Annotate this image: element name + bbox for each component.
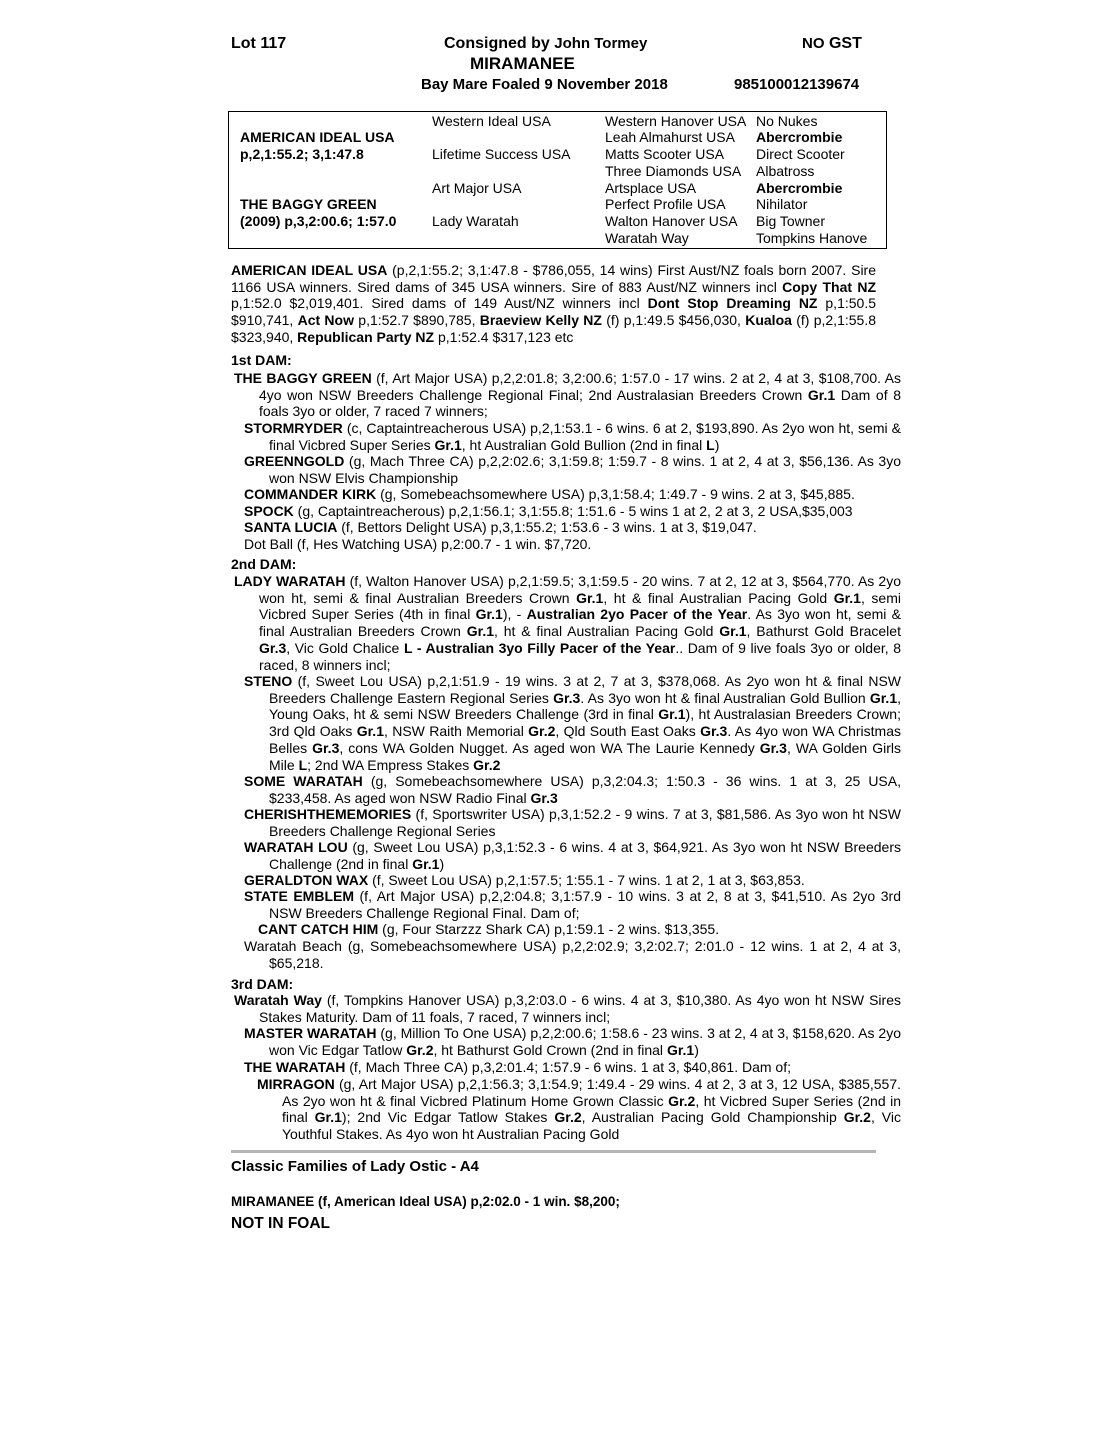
progeny-bold: Gr.3 [530,789,558,806]
progeny-entry [244,806,901,839]
sire-bold: Braeview Kelly NZ [479,312,602,329]
pedigree-dam: THE BAGGY GREEN [240,196,377,212]
dam-text: , ht & final Australian Pacing Gold [603,589,834,606]
progeny-text: (g, Art Major USA) p,2,1:56.3; 3,1:54.9; 1:49.4 - 29 wins. 4 at 2, 3 at 3, 12 USA, $385,557. As 2yo won ht & final Vicbred Platinum Home Grown Classic [282,1076,901,1109]
dam-bold: Gr.1 [466,623,494,640]
pedigree-g4-5: Abercrombie [756,180,843,196]
progeny-text: (f, Sweet Lou USA) p,2,1:57.5; 1:55.1 - 7 wins. 1 at 2, 1 at 3, $63,853. [368,872,805,888]
sire-bold: Kualoa [745,312,792,329]
pedigree-g3-6: Perfect Profile USA [605,196,726,212]
progeny-text: (f, Sweet Lou USA) p,2,1:51.9 - 19 wins. 3 at 2, 7 at 3, $378,068. As 2yo won ht & final NSW Breeders Challenge Eastern Regional Series [269,673,901,706]
sire-bold: Republican Party NZ [297,328,435,345]
progeny-text: ) [439,855,445,872]
progeny-text: (g, Somebeachsomewhere USA) p,3,1:58.4; 1:49.7 - 9 wins. 2 at 3, $45,885. [376,486,855,502]
classic-families: Classic Families of Lady Ostic - A4 [231,1158,479,1175]
dam-text: Dam of 8 foals 3yo or older, 7 raced 7 winners; [259,386,901,420]
progeny-text: (f, Mach Three CA) p,3,2:01.4; 1:57.9 - 6 wins. 1 at 3, $40,861. Dam of; [345,1059,792,1075]
progeny-text: (g, Mach Three CA) p,2,2:02.6; 3,1:59.8; 1:59.7 - 8 wins. 1 at 2, 4 at 3, $56,136. As 3yo won NSW Elvis Championship [269,453,901,486]
progeny-name: SPOCK [244,503,294,519]
progeny-bold: Gr.2 [473,756,501,773]
sire-paragraph [231,262,876,346]
dam-text: , ht & final Australian Pacing Gold [494,623,720,640]
pedigree-g3-5: Artsplace USA [605,180,697,196]
foal-status: NOT IN FOAL [231,1215,331,1232]
consigned-by [444,35,647,53]
horse-name: MIRAMANEE [470,54,575,73]
progeny-bold: Gr.2 [843,1109,871,1126]
progeny-text: (g, Million To One USA) p,2,2:00.6; 1:58.6 - 23 wins. 3 at 2, 4 at 3, $158,620. As 2yo won Vic Edgar Tatlow [269,1025,901,1058]
sire-bold: Act Now [297,312,354,329]
progeny-entry [244,1025,901,1058]
sire-text: p,1:52.4 $317,123 etc [434,328,574,345]
progeny-bold: Gr.2 [406,1041,434,1058]
progeny-text: (c, Captaintreacherous USA) p,2,1:53.1 - 6 wins. 6 at 2, $193,890. As 2yo won ht, semi & final Vicbred Super Series [269,420,901,453]
progeny-text: , Vic Youthful Stakes. As 4yo won ht Australian Pacing Gold [282,1109,902,1143]
pedigree-g4-8: Tompkins Hanove [756,230,868,246]
progeny-entry [258,921,901,938]
pedigree-g3-8: Waratah Way [605,230,689,246]
progeny-entry [244,872,901,889]
progeny-entry [244,536,901,553]
progeny-bold: Gr.3 [700,723,728,740]
pedigree-sire-record: p,2,1:55.2; 3,1:47.8 [240,146,364,162]
progeny-bold: Gr.1 [869,689,898,706]
dam-name: Waratah Way [234,992,322,1008]
microchip-number: 985100012139674 [734,76,860,93]
first-dam-heading: 1st DAM: [231,352,292,368]
dam-bold: Gr.1 [576,589,604,606]
pedigree-g4-1: No Nukes [756,113,818,129]
dam-bold: Gr.3 [259,639,287,656]
progeny-bold: Gr.2 [668,1092,696,1109]
pedigree-g3-1: Western Hanover USA [605,113,747,129]
progeny-text: ); 2nd Vic Edgar Tatlow Stakes [341,1109,555,1126]
progeny-text: . As 3yo won ht & final Australian Gold Bullion [580,689,870,706]
progeny-entry [244,773,901,806]
sire-text: p,1:50.5 $910,741, [231,295,876,329]
progeny-name: WARATAH LOU [244,839,348,855]
lot-number: Lot 117 [231,35,287,52]
sire-text: (p,2,1:55.2; 3,1:47.8 - $786,055, 14 wins) First Aust/NZ foals born 2007. Sire 1166 USA winners. Sired dams of 345 USA winners. Sire of 883 Aust/NZ winners incl [231,262,876,295]
pedigree-g4-3: Direct Scooter [756,146,845,162]
dam-text: , Vic Gold Chalice [286,639,404,656]
pedigree-g4-2: Abercrombie [756,129,843,145]
progeny-text: (g, Sweet Lou USA) p,3,1:52.3 - 6 wins. 4 at 3, $64,921. As 3yo won ht NSW Breeders Challenge (2nd in final [269,839,901,872]
progeny-entry [244,938,901,971]
progeny-entry [244,420,901,453]
progeny-entry [244,888,901,921]
dam-bold: Australian 2yo Pacer of the Year [526,606,748,623]
progeny-bold: Gr.2 [528,723,556,740]
progeny-text: , ht Bathurst Gold Crown (2nd in final [433,1041,667,1058]
sire-bold: Copy That NZ [782,278,876,295]
progeny-text: , Australian Pacing Gold Championship [581,1109,844,1126]
dam-bold: Gr.1 [807,386,836,403]
progeny-entry [244,673,901,773]
progeny-name: CHERISHTHEMEMORIES [244,806,412,822]
dam-bold: Gr.1 [475,606,503,623]
progeny-bold: Gr.1 [666,1041,695,1058]
progeny-name: GREENNGOLD [244,453,345,469]
progeny-bold: Gr.3 [759,739,787,756]
progeny-entry [244,486,901,503]
dam-text: (f, Walton Hanover USA) p,2,1:59.5; 3,1:59.5 - 20 wins. 7 at 2, 12 at 3, $564,770. As 2yo won ht, semi & final Australian Breeders Crown [259,573,901,606]
progeny-text: , Young Oaks, ht & semi NSW Breeders Challenge (3rd in final [269,689,901,723]
progeny-text: ), ht Australasian Breeders Crown; 3rd Qld Oaks [269,706,901,740]
dam-text: .. Dam of 9 live foals 3yo or older, 8 raced, 8 winners incl; [259,639,902,673]
pedigree-dam-record: (2009) p,3,2:00.6; 1:57.0 [240,213,397,229]
progeny-entry [244,1059,901,1076]
consignor-name: John Tormey [554,35,648,52]
progeny-text: , ht Vicbred Super Series (2nd in final [282,1092,901,1126]
third-dam-heading: 3rd DAM: [231,976,294,992]
progeny-entry [244,839,901,872]
progeny-entry [244,503,901,520]
pedigree-g4-4: Albatross [756,163,815,179]
progeny-entry [257,1076,901,1143]
dam-bold: Gr.1 [833,589,861,606]
second-dam-entry [234,573,901,673]
progeny-text: , WA Golden Girls Mile [269,739,901,773]
sire-text: (f) p,1:49.5 $456,030, [601,312,746,329]
progeny-text: Dot Ball (f, Hes Watching USA) p,2:00.7 - 1 win. $7,720. [244,536,592,552]
sire-bold: Dont Stop Dreaming NZ [647,295,818,312]
pedigree-sire-sire: Western Ideal USA [432,113,551,129]
sire-text: p,1:52.0 $2,019,401. Sired dams of 149 Aust/NZ winners incl [231,295,648,312]
progeny-bold: Gr.1 [412,855,440,872]
progeny-bold: Gr.1 [434,436,462,453]
progeny-bold: Gr.3 [553,689,581,706]
progeny-text: , NSW Raith Memorial [383,723,529,740]
progeny-entry [244,519,901,536]
progeny-entry [244,453,901,486]
dam-text: (f, Tompkins Hanover USA) p,3,2:03.0 - 6 wins. 4 at 3, $10,380. As 4yo won ht NSW Sires Stakes Maturity. Dam of 11 foals, 7 raced, 7 winners incl; [259,992,901,1025]
consigned-label: Consigned by [444,35,550,52]
dam-bold: Gr.1 [719,623,747,640]
progeny-text: , Qld South East Oaks [555,723,701,740]
progeny-text: , ht Australian Gold Bullion (2nd in final [461,436,707,453]
progeny-text: (g, Captaintreacherous) p,2,1:56.1; 3,1:55.8; 1:51.6 - 5 wins 1 at 2, 2 at 3, 2 USA,$35,003 [293,503,853,519]
progeny-text: ) [694,1041,699,1058]
pedigree-sire-dam: Lifetime Success USA [432,146,571,162]
progeny-bold: Gr.1 [356,723,384,740]
progeny-text: (f, Bettors Delight USA) p,3,1:55.2; 1:53.6 - 3 wins. 1 at 3, $19,047. [337,519,757,535]
progeny-name: CANT CATCH HIM [258,921,379,937]
progeny-bold: L [298,756,308,773]
progeny-text: , cons WA Golden Nugget. As aged won WA The Laurie Kennedy [339,739,760,756]
progeny-bold: Gr.1 [314,1109,342,1126]
gst-no: NO [802,35,825,52]
progeny-text: (g, Somebeachsomewhere USA) p,3,2:04.3; 1:50.3 - 36 wins. 1 at 3, 25 USA, $233,458. As aged won NSW Radio Final [269,773,901,806]
pedigree-g3-2: Leah Almahurst USA [605,129,735,145]
progeny-bold: Gr.2 [554,1109,582,1126]
section-divider [231,1150,876,1153]
pedigree-dam-sire: Art Major USA [432,180,522,196]
sire-name: AMERICAN IDEAL USA [231,262,388,278]
progeny-name: THE WARATAH [244,1059,346,1075]
gst-label: GST [828,35,862,52]
progeny-text: . As 4yo won WA Christmas Belles [269,723,901,756]
pedigree-dam-dam: Lady Waratah [432,213,519,229]
progeny-bold: Gr.1 [658,706,686,723]
first-dam-entry [234,370,901,420]
progeny-name: SOME WARATAH [244,773,363,789]
gst-status [802,35,862,53]
third-dam-entry [234,992,901,1025]
pedigree-g3-7: Walton Hanover USA [605,213,738,229]
progeny-name: SANTA LUCIA [244,519,338,535]
sire-text: (f) p,2,1:55.8 $323,940, [231,312,876,345]
progeny-name: COMMANDER KIRK [244,486,377,502]
progeny-bold: L [706,436,715,453]
progeny-bold: Gr.3 [312,739,340,756]
dam-text: , Bathurst Gold Bracelet [746,623,901,640]
progeny-text: (f, Art Major USA) p,2,2:04.8; 3,1:57.9 - 10 wins. 3 at 2, 8 at 3, $41,510. As 2yo 3rd NSW Breeders Challenge Regional Final. Dam of; [269,888,901,921]
sire-text: p,1:52.7 $890,785, [353,312,480,329]
pedigree-sire: AMERICAN IDEAL USA [240,129,395,145]
dam-name: LADY WARATAH [234,573,346,589]
progeny-name: STATE EMBLEM [244,888,354,904]
horse-summary: MIRAMANEE (f, American Ideal USA) p,2:02.0 - 1 win. $8,200; [231,1194,620,1209]
horse-description: Bay Mare Foaled 9 November 2018 [421,76,668,93]
progeny-name: MASTER WARATAH [244,1025,377,1041]
progeny-text: Waratah Beach (g, Somebeachsomewhere USA) p,2,2:02.9; 3,2:02.7; 2:01.0 - 12 wins. 1 at 2, 4 at 3, $65,218. [244,938,901,971]
dam-text: , semi Vicbred Super Series (4th in final [259,589,901,623]
progeny-name: MIRRAGON [257,1076,335,1092]
dam-text: ), - [502,606,527,623]
progeny-text: (f, Sportswriter USA) p,3,1:52.2 - 9 wins. 7 at 3, $81,586. As 3yo won ht NSW Breeders Challenge Regional Series [269,806,901,839]
dam-bold: L - Australian 3yo Filly Pacer of the Year [403,639,676,656]
progeny-text: (g, Four Starzzz Shark CA) p,1:59.1 - 2 wins. $13,355. [378,921,720,937]
dam-text: (f, Art Major USA) p,2,2:01.8; 3,2:00.6; 1:57.0 - 17 wins. 2 at 2, 4 at 3, $108,700. As 4yo won NSW Breeders Challenge Regional Final; 2nd Australasian Breeders Crown [259,370,901,403]
progeny-name: GERALDTON WAX [244,872,369,888]
pedigree-g4-6: Nihilator [756,196,808,212]
progeny-text: ) [714,436,720,453]
progeny-name: STORMRYDER [244,420,343,436]
second-dam-heading: 2nd DAM: [231,556,297,572]
progeny-name: STENO [244,673,293,689]
progeny-text: ; 2nd WA Empress Stakes [307,756,474,773]
dam-text: . As 3yo won ht, semi & final Australian Breeders Crown [259,606,901,640]
pedigree-g3-4: Three Diamonds USA [605,163,742,179]
dam-name: THE BAGGY GREEN [234,370,372,386]
pedigree-g4-7: Big Towner [756,213,826,229]
pedigree-g3-3: Matts Scooter USA [605,146,725,162]
